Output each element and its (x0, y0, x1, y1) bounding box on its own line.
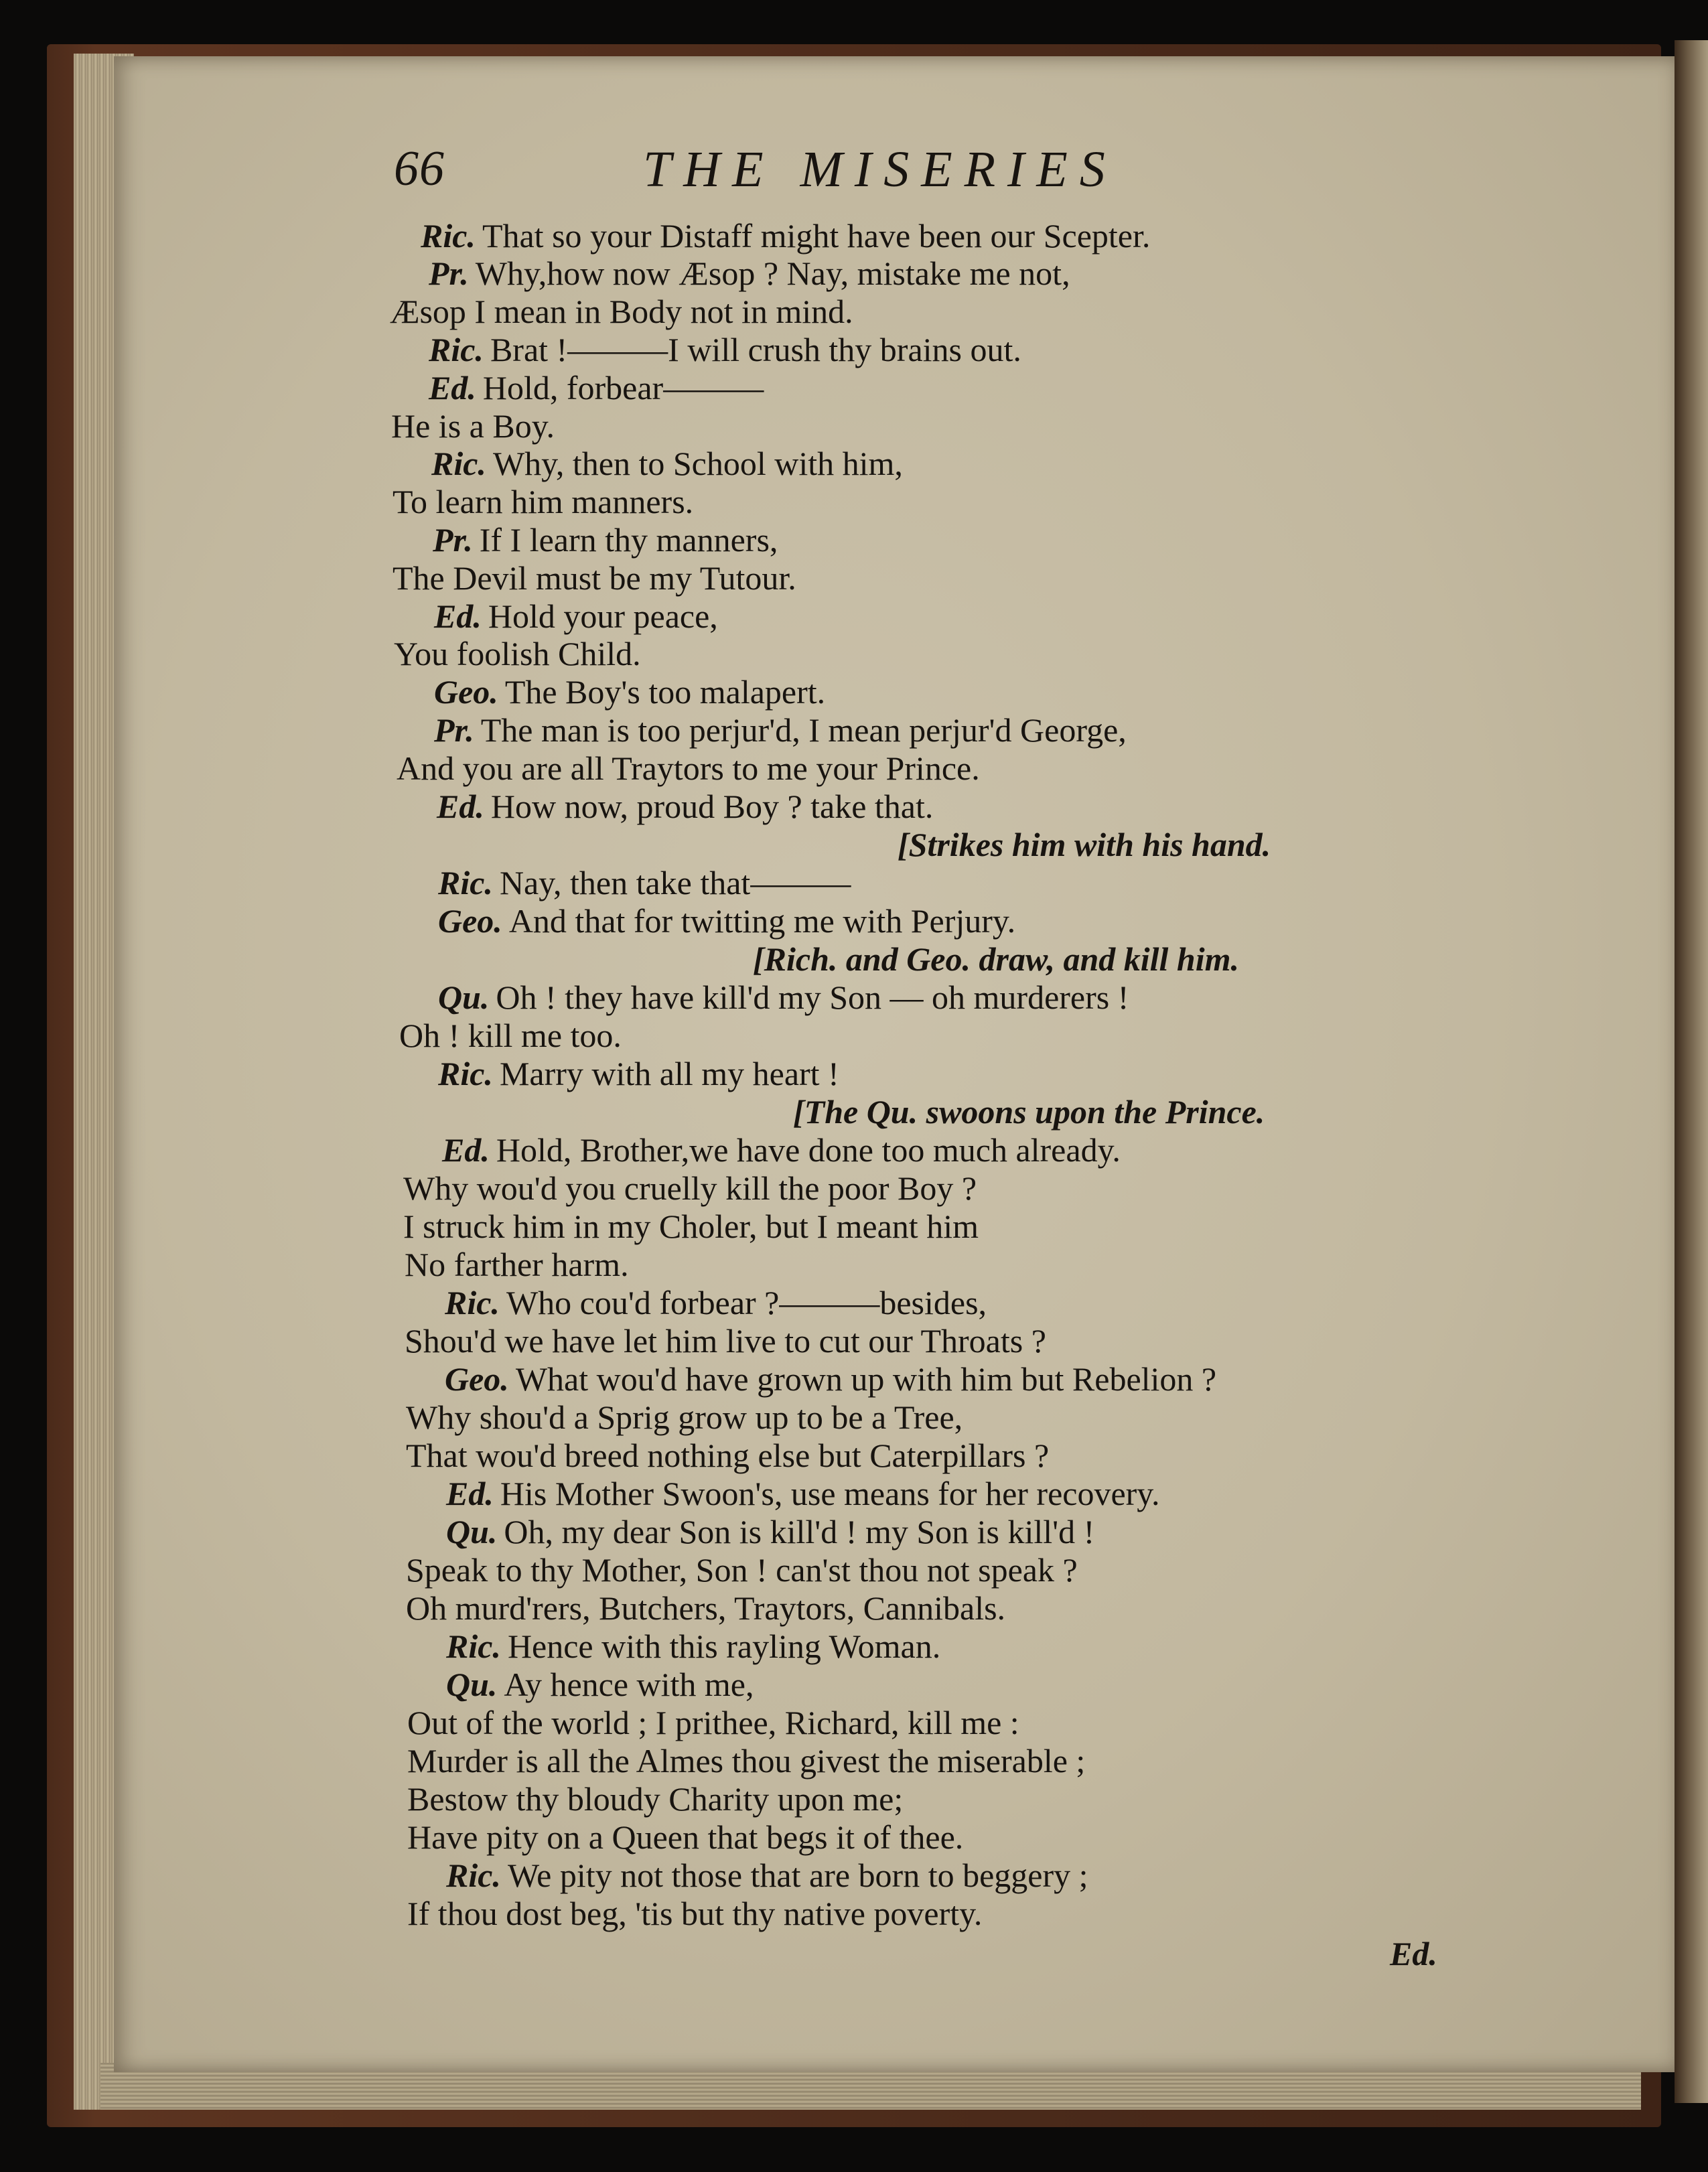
line-text: Ay hence with me, (504, 1666, 754, 1703)
catchword: Ed. (1390, 1935, 1437, 1972)
text-line (429, 369, 764, 407)
stage-direction (898, 826, 1271, 863)
line-text: Nay, then take that——— (499, 864, 851, 901)
line-text: Hold, forbear——— (482, 369, 764, 407)
text-line (446, 1857, 1088, 1894)
line-text: Hold, Brother,we have done too much already. (496, 1131, 1121, 1169)
text-line (406, 1551, 1078, 1589)
line-text: Bestow thy bloudy Charity upon me; (407, 1780, 904, 1818)
speaker-label: Ed. (442, 1131, 490, 1169)
line-text: And that for twitting me with Perjury. (508, 902, 1016, 940)
line-text: Oh ! they have kill'd my Son — oh murderers ! (496, 979, 1129, 1016)
speaker-label: Ric. (445, 1284, 500, 1321)
speaker-label: Ed. (429, 369, 476, 407)
line-text: [Strikes him with his hand. (898, 826, 1271, 863)
speaker-label: Ed. (446, 1475, 494, 1512)
line-text: We pity not those that are born to beggery ; (507, 1857, 1088, 1894)
page-number: 66 (394, 141, 445, 196)
text-line (407, 1742, 1085, 1780)
text-line (407, 1780, 903, 1818)
speaker-label: Qu. (446, 1666, 498, 1703)
line-text: And you are all Traytors to me your Prince. (397, 749, 980, 787)
line-text: Hold your peace, (488, 597, 718, 635)
text-line (431, 445, 903, 482)
line-text: How now, proud Boy ? take that. (490, 788, 934, 825)
text-line (405, 1322, 1046, 1360)
line-text: Have pity on a Queen that begs it of thee. (407, 1818, 964, 1856)
line-text: The man is too perjur'd, I mean perjur'd George, (480, 711, 1127, 749)
speaker-label: Ric. (429, 331, 484, 368)
line-text: If thou dost beg, 'tis but thy native poverty. (407, 1895, 983, 1932)
line-text: That wou'd breed nothing else but Caterpillars ? (406, 1437, 1050, 1474)
speaker-label: Ric. (438, 1055, 493, 1092)
text-line (399, 1017, 622, 1054)
text-line (442, 1131, 1121, 1169)
line-text: Hence with this rayling Woman. (507, 1627, 941, 1665)
speaker-label: Qu. (438, 979, 490, 1016)
line-text: Oh ! kill me too. (399, 1017, 622, 1054)
speaker-label: Ric. (421, 217, 476, 255)
line-text: If I learn thy manners, (479, 521, 778, 559)
text-line (446, 1513, 1094, 1550)
speaker-label: Qu. (446, 1513, 498, 1550)
text-line (407, 1704, 1019, 1741)
text-line (403, 1208, 979, 1245)
line-text: Oh, my dear Son is kill'd ! my Son is kill'd ! (504, 1513, 1095, 1550)
line-text: Speak to thy Mother, Son ! can'st thou not speak ? (406, 1551, 1078, 1589)
text-line (429, 331, 1021, 368)
text-line (406, 1437, 1049, 1474)
text-line (438, 1055, 839, 1092)
text-line (397, 749, 980, 787)
line-text: [The Qu. swoons upon the Prince. (793, 1093, 1265, 1131)
line-text: I struck him in my Choler, but I meant him (403, 1208, 979, 1245)
text-line (393, 559, 796, 597)
line-text: He is a Boy. (391, 407, 555, 445)
line-text: Oh murd'rers, Butchers, Traytors, Cannibals. (406, 1589, 1006, 1627)
line-text: What wou'd have grown up with him but Rebelion ? (515, 1360, 1217, 1398)
text-line (445, 1360, 1216, 1398)
line-text: Who cou'd forbear ?———besides, (506, 1284, 987, 1321)
line-text: Why, then to School with him, (492, 445, 903, 482)
line-text: The Boy's too malapert. (504, 673, 826, 711)
text-line (446, 1666, 754, 1703)
speaker-label: Pr. (434, 711, 474, 749)
line-text: No farther harm. (405, 1246, 629, 1283)
text-line (406, 1398, 963, 1436)
text-line (446, 1475, 1160, 1512)
text-line (438, 979, 1129, 1016)
speaker-label: Geo. (445, 1360, 509, 1398)
text-line (445, 1284, 987, 1321)
stage-direction (793, 1093, 1265, 1131)
text-line (434, 597, 718, 635)
speaker-label: Ric. (446, 1627, 501, 1665)
text-line (394, 635, 641, 672)
text-line (434, 711, 1127, 749)
speaker-label: Ed. (434, 597, 482, 635)
text-line (406, 1589, 1005, 1627)
line-text: Brat !———I will crush thy brains out. (490, 331, 1021, 368)
line-text: Out of the world ; I prithee, Richard, kill me : (407, 1704, 1019, 1741)
line-text: Æsop I mean in Body not in mind. (390, 293, 853, 330)
text-line (438, 902, 1015, 940)
speaker-label: Geo. (434, 673, 498, 711)
text-line (405, 1246, 629, 1283)
speaker-label: Pr. (433, 521, 473, 559)
stage-direction (753, 940, 1239, 978)
speaker-label: Geo. (438, 902, 502, 940)
text-line (446, 1627, 940, 1665)
speaker-label: Ed. (437, 788, 484, 825)
text-line (429, 255, 1070, 292)
text-line (421, 217, 1150, 255)
text-line (434, 673, 825, 711)
speaker-label: Pr. (429, 255, 469, 292)
line-text: Why,how now Æsop ? Nay, mistake me not, (475, 255, 1070, 292)
text-line (393, 483, 693, 520)
line-text: You foolish Child. (394, 635, 641, 672)
text-line (407, 1818, 963, 1856)
text-line (390, 293, 853, 330)
speaker-label: Ric. (431, 445, 486, 482)
line-text: Marry with all my heart ! (499, 1055, 839, 1092)
text-line (433, 521, 778, 559)
line-text: That so your Distaff might have been our Scepter. (482, 217, 1151, 255)
line-text: Shou'd we have let him live to cut our Throats ? (405, 1322, 1046, 1360)
text-line (437, 788, 933, 825)
line-text: His Mother Swoon's, use means for her recovery. (500, 1475, 1160, 1512)
line-text: Why wou'd you cruelly kill the poor Boy ? (403, 1169, 977, 1207)
line-text: Why shou'd a Sprig grow up to be a Tree, (406, 1398, 963, 1436)
line-text: Murder is all the Almes thou givest the miserable ; (407, 1742, 1086, 1780)
speaker-label: Ric. (438, 864, 493, 901)
running-head: THE MISERIES (643, 141, 1117, 198)
line-text: To learn him manners. (393, 483, 694, 520)
speaker-label: Ric. (446, 1857, 501, 1894)
line-text: The Devil must be my Tutour. (393, 559, 796, 597)
text-line (407, 1895, 982, 1932)
text-line (438, 864, 851, 901)
text-line (403, 1169, 977, 1207)
line-text: [Rich. and Geo. draw, and kill him. (753, 940, 1240, 978)
text-line (391, 407, 555, 445)
